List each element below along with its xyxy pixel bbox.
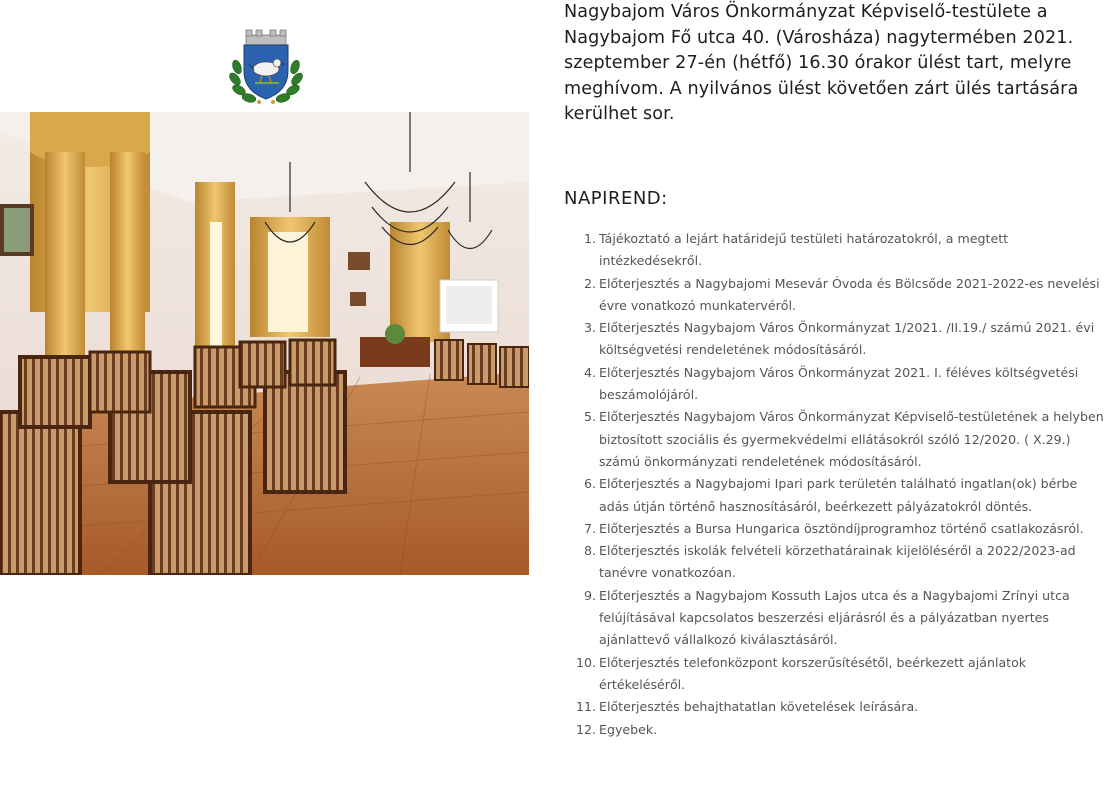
agenda-title: NAPIREND: [564,188,668,209]
agenda-item-text: Előterjesztés behajthatatlan követelések leírására. [599,699,919,715]
agenda-item-number: 8. [583,543,596,559]
agenda-item [566,317,1106,362]
agenda-item [566,518,1106,540]
agenda-item [566,585,1106,652]
agenda-item-number: 11. [575,699,596,715]
agenda-item-number: 10. [575,654,596,670]
agenda-item-text: Előterjesztés a Nagybajomi Ipari park területén található ingatlan(ok) bérbe adás útján történő hasznosításáról, beérkezett pályázatokról döntés. [599,476,1078,514]
coat-of-arms-icon [229,27,303,107]
agenda-item [566,540,1106,585]
agenda-item-text: Előterjesztés a Bursa Hungarica ösztöndíjprogramhoz történő csatlakozásról. [599,520,1084,536]
agenda-item-number: 5. [583,409,596,425]
agenda-item-text: Előterjesztés iskolák felvételi körzethatárainak kijelöléséről a 2022/2023-ad tanévre vonatkozóan. [599,543,1076,581]
agenda-item-number: 9. [583,587,596,603]
agenda-item [566,362,1106,407]
agenda-item [566,406,1106,473]
agenda-item-text: Tájékoztató a lejárt határidejű testületi határozatokról, a megtett intézkedésekről. [599,231,1009,269]
agenda-item [566,473,1106,518]
agenda-item-number: 6. [583,476,596,492]
agenda-item-text: Előterjesztés telefonközpont korszerűsítésétől, beérkezett ajánlatok értékeléséről. [599,654,1027,692]
agenda-item-text: Előterjesztés Nagybajom Város Önkormányzat 2021. I. féléves költségvetési beszámolójáról. [599,364,1079,403]
agenda-item [566,273,1106,318]
agenda-item-number: 2. [583,275,596,291]
agenda-item-text: Egyebek. [599,721,658,737]
agenda-item-number: 7. [583,520,596,536]
agenda-item [566,228,1106,273]
meeting-hall-photo [0,112,529,575]
agenda-item-text: Előterjesztés Nagybajom Város Önkormányzat Képviselő-testületének a helyben biztosított szociális és gyermekvédelmi ellátásokról szóló 12/2020. ( X.29.) számú önkormányzati rendeletének módosításáról. [599,409,1104,469]
agenda-item-text: Előterjesztés a Nagybajomi Mesevár Óvoda és Bölcsőde 2021-2022-es nevelési évre vonatkozó munkatervéről. [599,275,1100,313]
agenda-item [566,652,1106,697]
agenda-item [566,719,1106,741]
agenda-item-text: Előterjesztés Nagybajom Város Önkormányzat 1/2021. /II.19./ számú 2021. évi költségvetési rendeletének módosításáról. [599,320,1095,358]
agenda-list [566,228,1106,741]
invitation-text: Nagybajom Város Önkormányzat Képviselő-testülete a Nagybajom Fő utca 40. (Városháza) nagytermében 2021. szeptember 27-én (hétfő) 16.30 órakor ülést tart, melyre meghívom. A nyilvános ülést követően zárt ülés tartására kerülhet sor. [564,2,1079,124]
agenda-item-text: Előterjesztés a Nagybajom Kossuth Lajos utca és a Nagybajomi Zrínyi utca felújításával kapcsolatos beszerzési eljárásról és a pályázatban nyertes ajánlattevő vállalkozó kiválasztásáról. [599,587,1070,648]
agenda-item-number: 3. [583,320,596,336]
agenda-item-number: 4. [583,364,596,380]
agenda-item [566,696,1106,718]
agenda-item-number: 12. [575,721,596,737]
agenda-item-number: 1. [583,231,596,246]
